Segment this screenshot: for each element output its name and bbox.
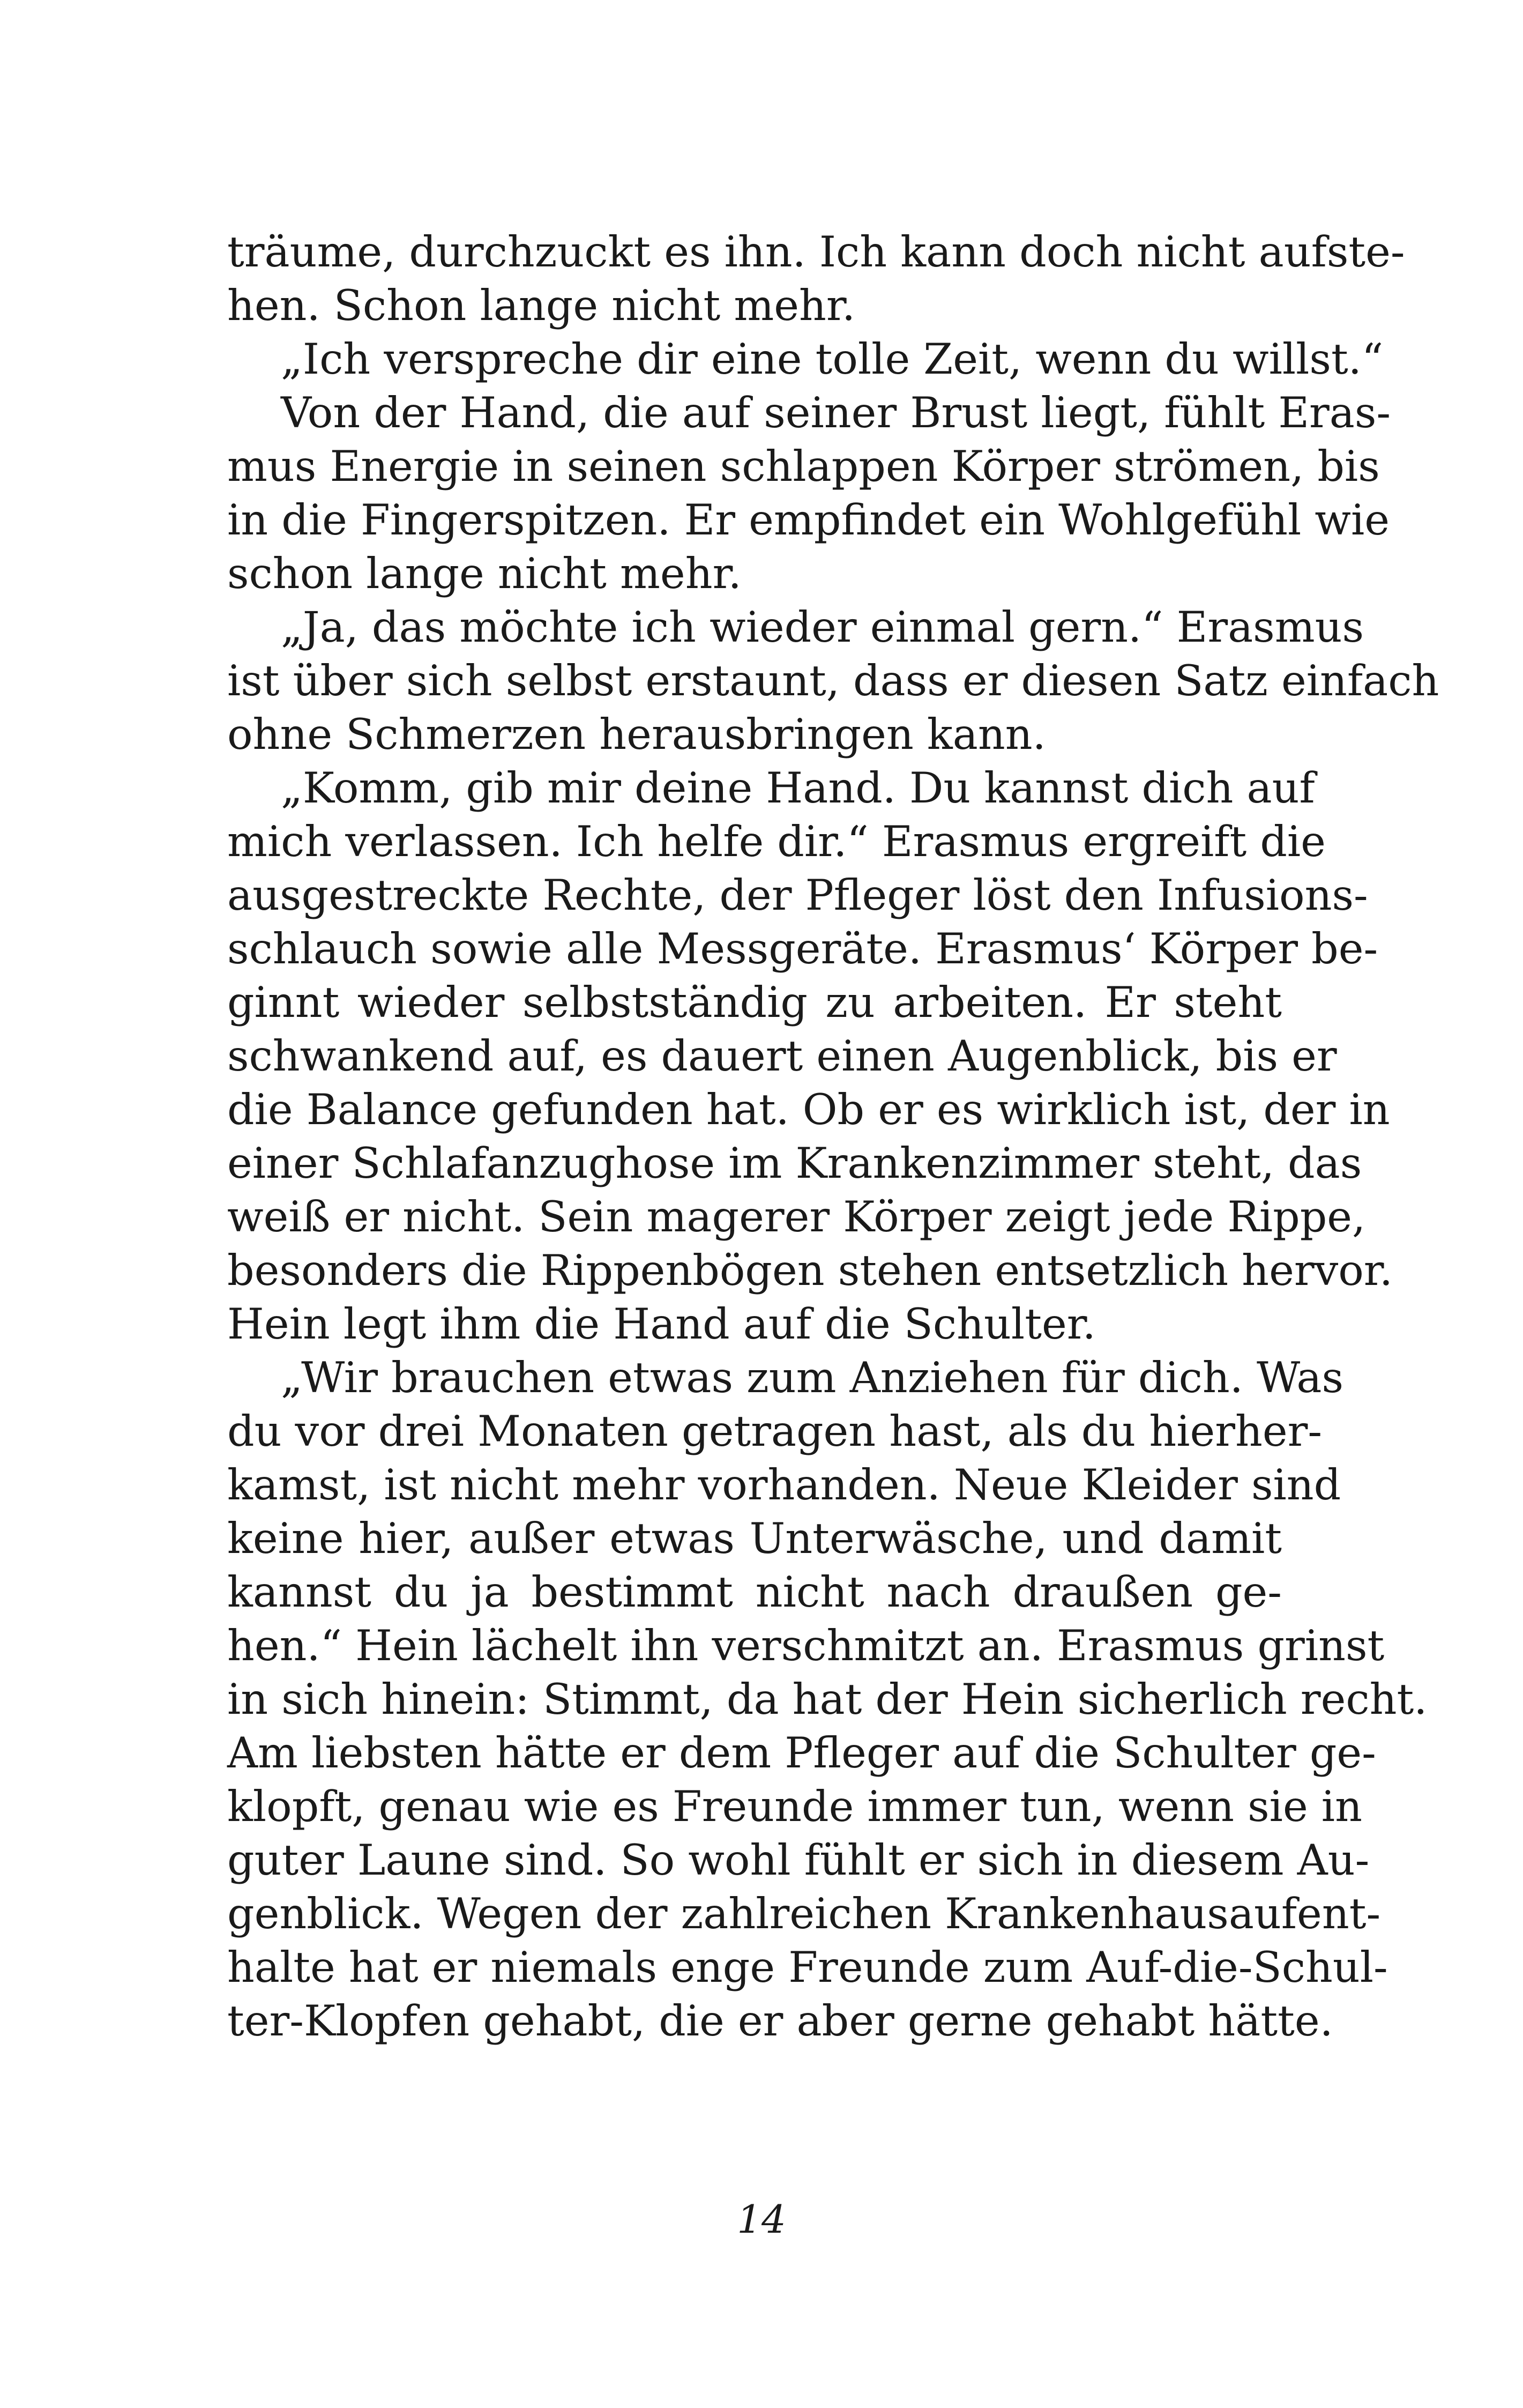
text-line: keine hier, außer etwas Unterwäsche, und damit	[227, 1514, 1282, 1563]
text-line: mus Energie in seinen schlappen Körper strömen, bis	[227, 442, 1380, 491]
text-line: ginnt wieder selbstständig zu arbeiten. Er steht	[227, 978, 1282, 1027]
text-line: „Komm, gib mir deine Hand. Du kannst dich auf	[281, 763, 1315, 813]
text-line: in die Fingerspitzen. Er empfindet ein Wohlgefühl wie	[227, 495, 1390, 545]
text-line: ter-Klopfen gehabt, die er aber gerne gehabt hätte.	[227, 1996, 1333, 2046]
text-line: in sich hinein: Stimmt, da hat der Hein sicherlich recht.	[227, 1675, 1428, 1724]
text-line: du vor drei Monaten getragen hast, als du hierher-	[227, 1407, 1323, 1456]
text-line: Am liebsten hätte er dem Pfleger auf die Schulter ge-	[227, 1728, 1376, 1778]
text-line: träume, durchzuckt es ihn. Ich kann doch nicht aufste-	[227, 227, 1405, 277]
text-line: mich verlassen. Ich helfe dir.“ Erasmus ergreift die	[227, 817, 1326, 866]
text-line: genblick. Wegen der zahlreichen Krankenhausaufent-	[227, 1889, 1381, 1938]
text-line: schlauch sowie alle Messgeräte. Erasmus‘ Körper be-	[227, 924, 1378, 973]
text-line: hen.“ Hein lächelt ihn verschmitzt an. Erasmus grinst	[227, 1621, 1385, 1670]
text-line: Von der Hand, die auf seiner Brust liegt, fühlt Eras-	[281, 388, 1391, 437]
text-line: „Ja, das möchte ich wieder einmal gern.“ Erasmus	[281, 603, 1364, 652]
text-line: Hein legt ihm die Hand auf die Schulter.	[227, 1299, 1096, 1349]
text-line: einer Schlafanzughose im Krankenzimmer steht, das	[227, 1139, 1362, 1188]
text-line: ist über sich selbst erstaunt, dass er diesen Satz einfach	[227, 656, 1439, 705]
text-line: ohne Schmerzen herausbringen kann.	[227, 710, 1046, 759]
text-line: klopft, genau wie es Freunde immer tun, wenn sie in	[227, 1782, 1362, 1831]
text-line: kannst du ja bestimmt nicht nach draußen ge-	[227, 1567, 1282, 1617]
text-line: hen. Schon lange nicht mehr.	[227, 281, 856, 330]
text-line: halte hat er niemals enge Freunde zum Auf-die-Schul-	[227, 1943, 1388, 1992]
text-line: „Ich verspreche dir eine tolle Zeit, wenn du willst.“	[281, 335, 1384, 384]
page-number: 14	[737, 2197, 786, 2242]
body-text	[227, 225, 1439, 2048]
text-line: schon lange nicht mehr.	[227, 549, 742, 598]
text-line: die Balance gefunden hat. Ob er es wirklich ist, der in	[227, 1085, 1390, 1134]
text-line: ausgestreckte Rechte, der Pfleger löst den Infusions-	[227, 871, 1368, 920]
text-line: besonders die Rippenbögen stehen entsetzlich hervor.	[227, 1246, 1393, 1295]
text-line: „Wir brauchen etwas zum Anziehen für dich. Was	[281, 1353, 1343, 1402]
text-line: weiß er nicht. Sein magerer Körper zeigt jede Rippe,	[227, 1192, 1366, 1242]
text-line: schwankend auf, es dauert einen Augenblick, bis er	[227, 1031, 1337, 1081]
text-line: kamst, ist nicht mehr vorhanden. Neue Kleider sind	[227, 1460, 1341, 1510]
text-line: guter Laune sind. So wohl fühlt er sich in diesem Au-	[227, 1835, 1370, 1885]
